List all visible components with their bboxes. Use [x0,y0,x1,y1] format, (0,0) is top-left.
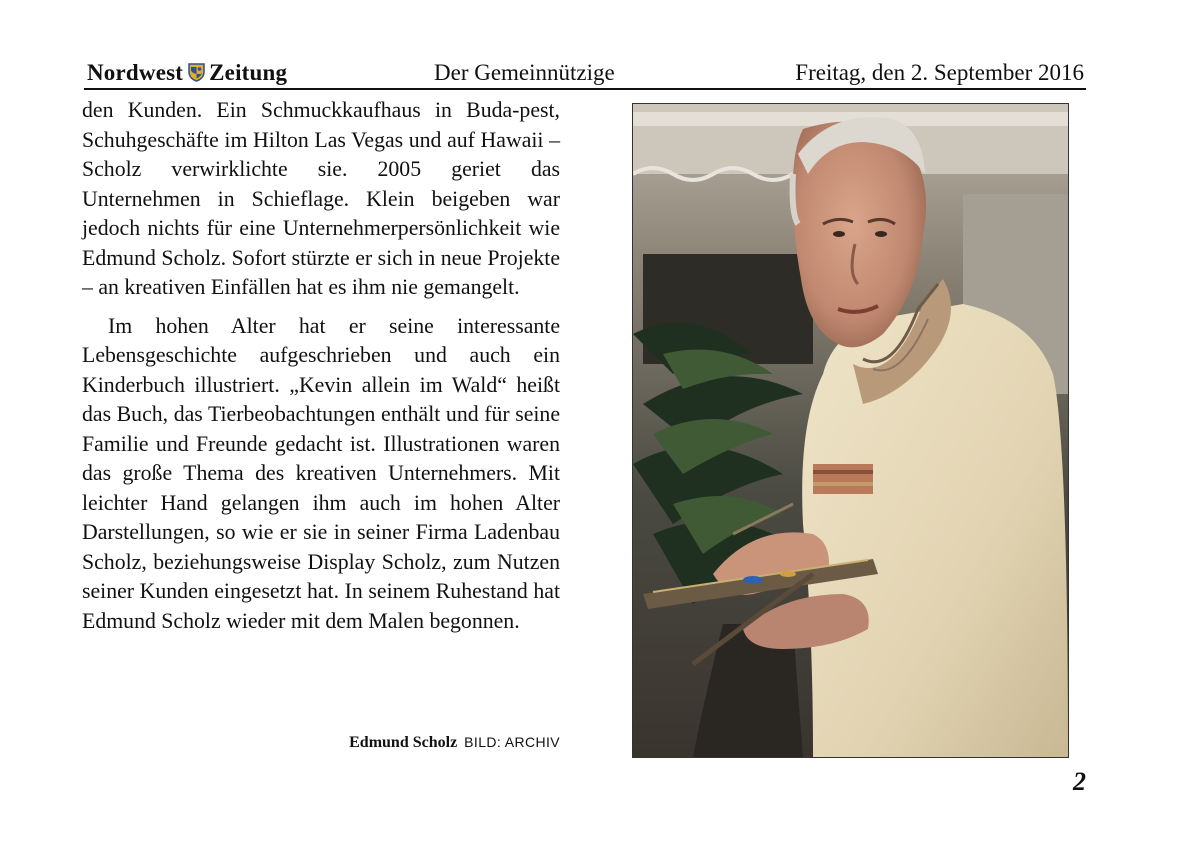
caption-credit: BILD: ARCHIV [464,734,560,750]
article-photo [632,103,1069,758]
section-title: Der Gemeinnützige [434,60,615,85]
newspaper-brand [87,60,287,88]
photo-illustration [633,104,1068,757]
article-paragraph-2: Im hohen Alter hat er seine interessante Lebensgeschichte aufgeschrieben und auch ein Kinderbuch illustriert. „Kevin allein im Wald“ heißt das Buch, das Tierbeobachtungen enthält und für seine Familie und Freunde gedacht ist. Illustrationen waren das große Thema des kreativen Unternehmers. Mit leichter Hand gelangen ihm auch im hohen Alter Darstellungen, so wie er sie in seiner Firma Ladenbau Scholz, beziehungsweise Display Scholz, zum Nutzen seiner Kunden eingesetzt hat. In seinem Ruhestand hat Edmund Scholz wieder mit dem Malen begonnen. [82,313,560,633]
page-number: 2 [1073,767,1086,796]
article-paragraph-1: den Kunden. Ein Schmuckkaufhaus in Buda-pest, Schuhgeschäfte im Hilton Las Vegas und auf Hawaii – Scholz verwirklichte sie. 2005 geriet das Unternehmen in Schieflage. Klein beigeben war jedoch nichts für eine Unternehmerpersönlichkeit wie Edmund Scholz. Sofort stürzte er sich in neue Projekte – an kreativen Einfällen hat es ihm nie gemangelt. [82,98,560,299]
brand-name-left: Nordwest [87,60,184,85]
article-body [82,96,560,636]
brand-name-right: Zeitung [209,60,288,85]
caption-name: Edmund Scholz [349,734,458,751]
photo-caption [349,734,560,752]
issue-date: Freitag, den 2. September 2016 [795,60,1084,85]
shield-crest-icon [188,62,205,88]
page-header [84,56,1086,90]
